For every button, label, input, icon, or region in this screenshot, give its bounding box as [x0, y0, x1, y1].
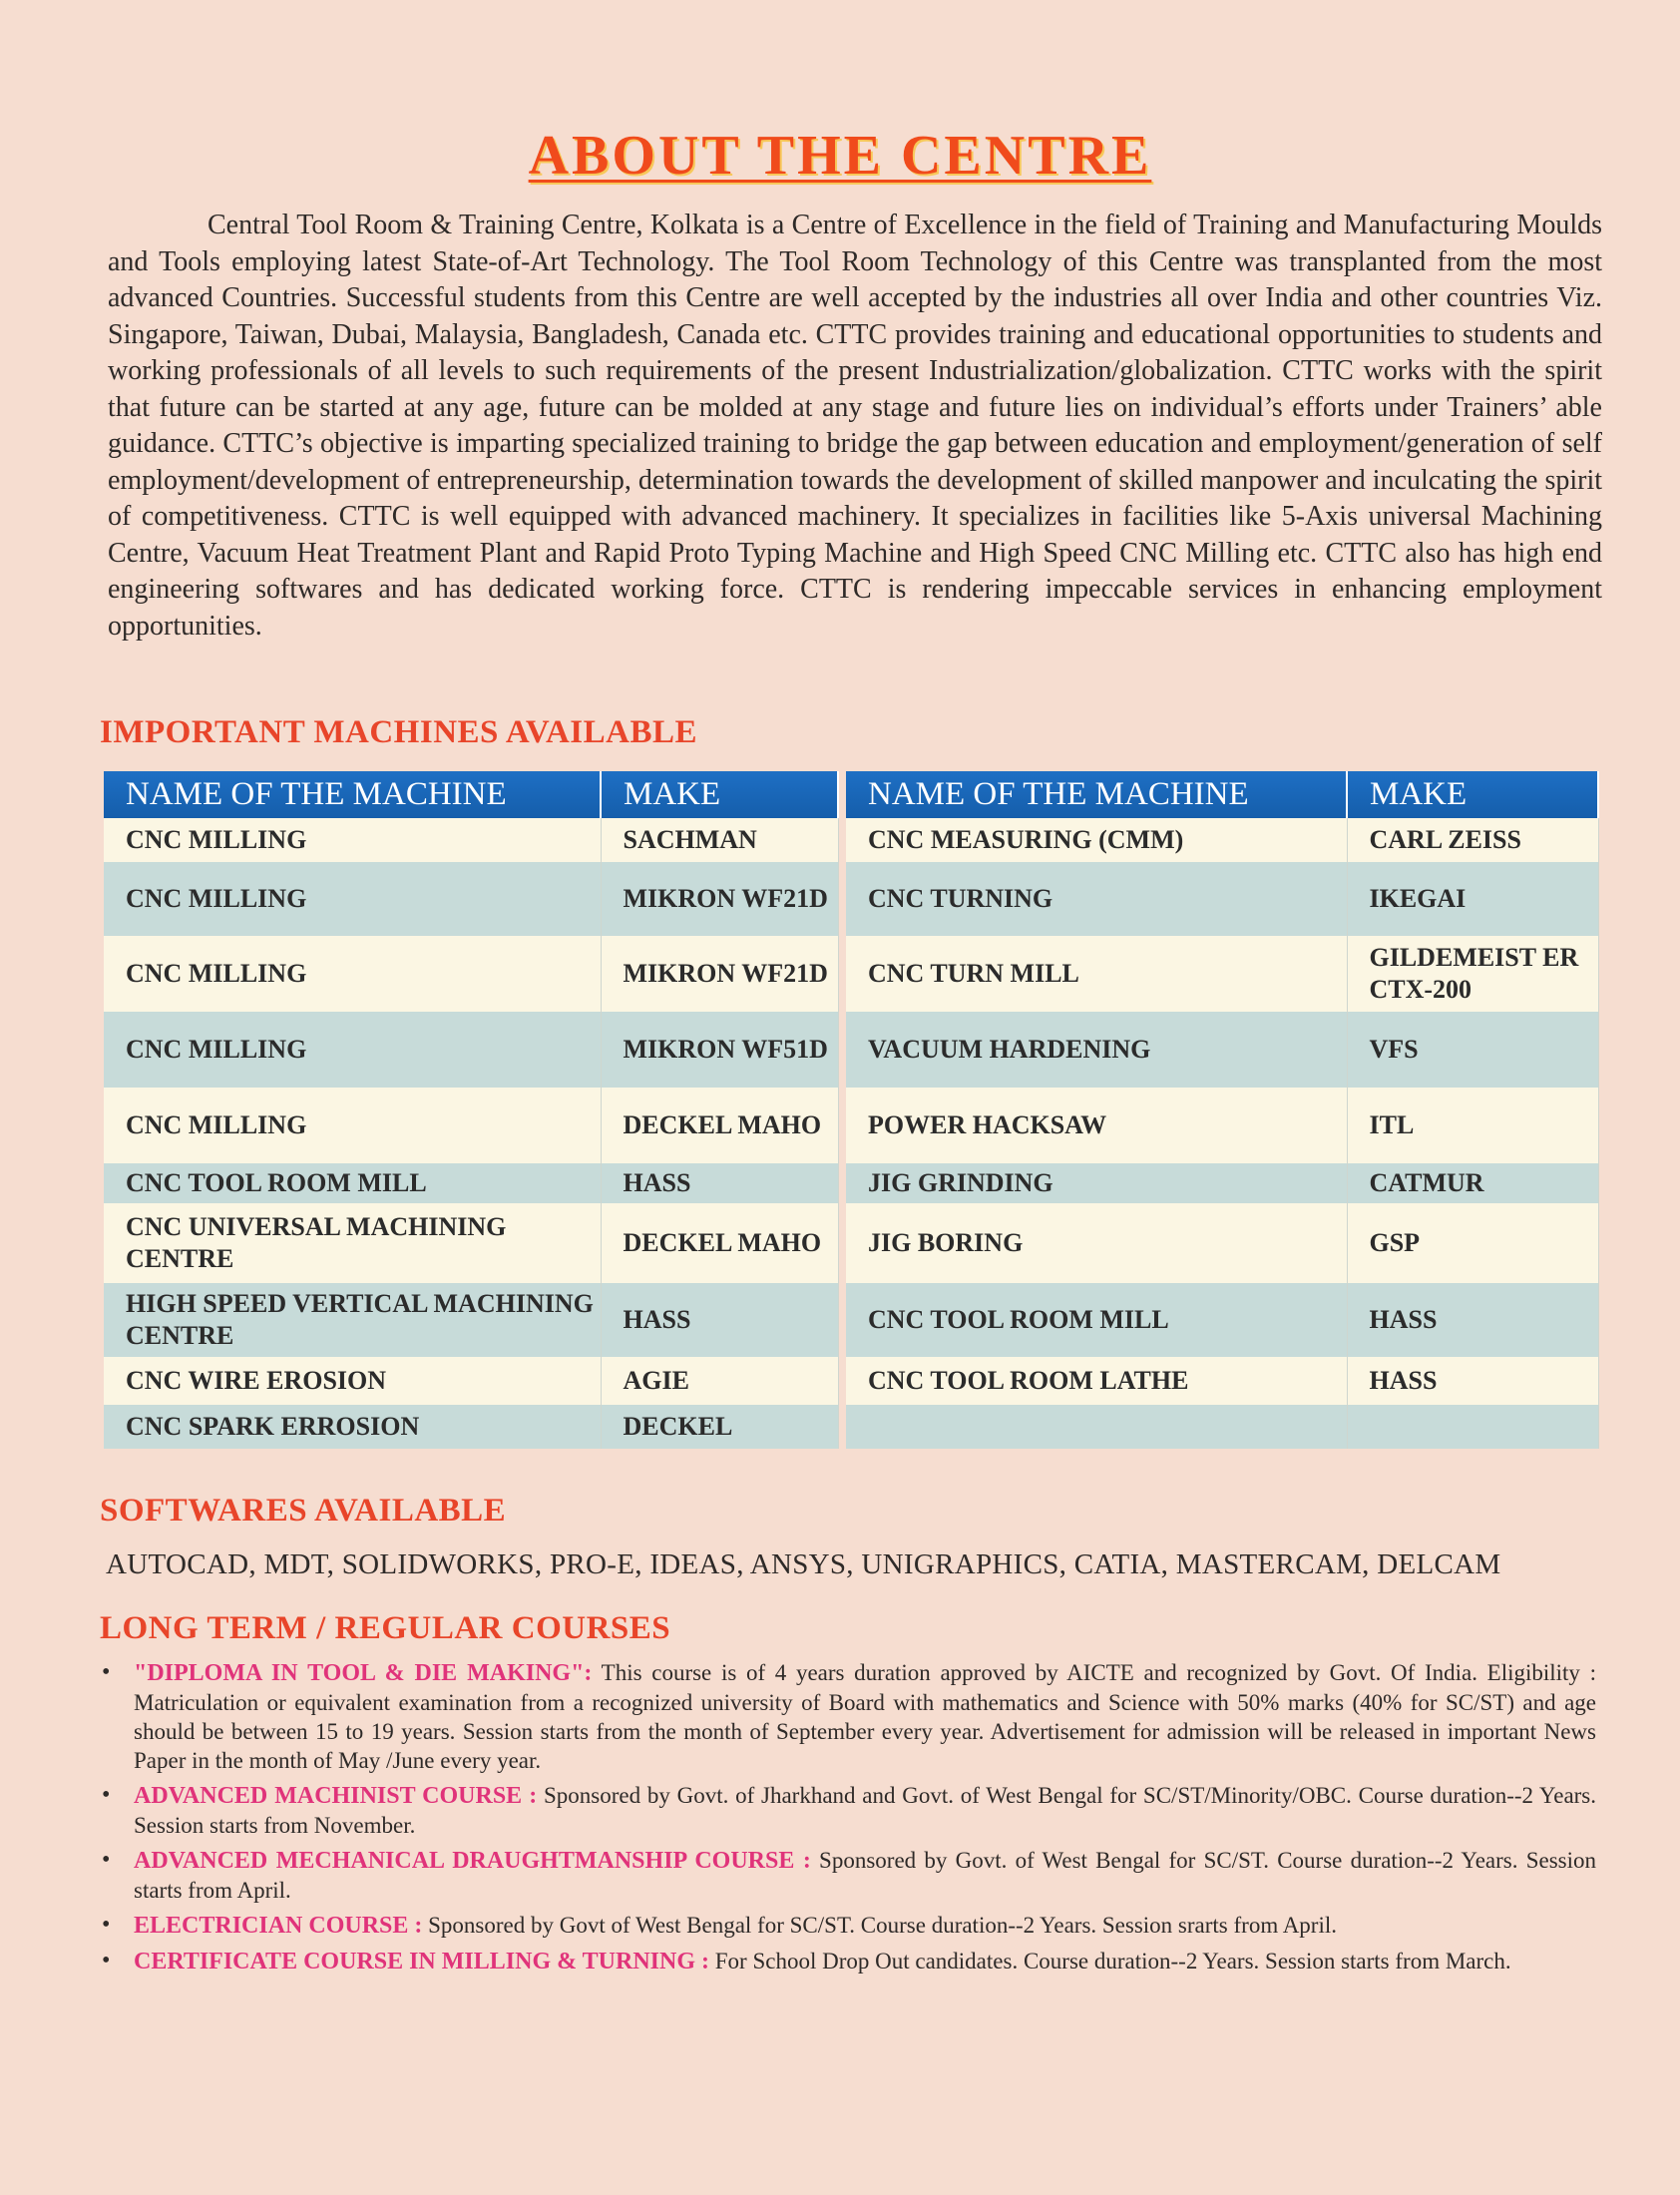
- course-description: For School Drop Out candidates. Course duration--2 Years. Session starts from March.: [709, 1949, 1511, 1974]
- machine-make: DECKEL MAHO: [601, 1088, 838, 1163]
- machine-name: [846, 1405, 1347, 1449]
- table-row: [104, 1405, 1598, 1449]
- machine-make: IKEGAI: [1347, 862, 1598, 936]
- machine-name: CNC TOOL ROOM MILL: [104, 1163, 601, 1203]
- machine-make: HASS: [601, 1163, 838, 1203]
- courses-list: [100, 1658, 1596, 1982]
- course-name: ELECTRICIAN COURSE :: [134, 1913, 423, 1939]
- bullet-icon: •: [102, 1948, 111, 1974]
- bullet-icon: •: [102, 1659, 111, 1685]
- machine-name: CNC MILLING: [104, 818, 601, 862]
- machine-make: MIKRON WF21D: [601, 936, 838, 1012]
- machine-make: DECKEL MAHO: [601, 1203, 838, 1283]
- course-description: This course is of 4 years duration approved by AICTE and recognized by Govt. Of India. Eligibility : Matriculation or equivalent examination from a recognized university of Board with mathematics and Science with 50% marks (40% for SC/ST) and age should be between 15 to 19 years. Session starts from the month of September every year. Advertisement for admission will be released in important News Paper in the month of May /June every year.: [134, 1660, 1596, 1773]
- table-row: [104, 1163, 1598, 1203]
- machines-table: [104, 771, 1599, 1449]
- table-row: [104, 1283, 1598, 1357]
- table-row: [104, 1357, 1598, 1405]
- machine-name: CNC TURNING: [846, 862, 1347, 936]
- courses-heading: LONG TERM / REGULAR COURSES: [100, 1610, 671, 1646]
- machine-name: CNC TOOL ROOM MILL: [846, 1283, 1347, 1357]
- machine-name: CNC MILLING: [104, 936, 601, 1012]
- software-list: AUTOCAD, MDT, SOLIDWORKS, PRO-E, IDEAS, ANSYS, UNIGRAPHICS, CATIA, MASTERCAM, DELCAM: [106, 1548, 1501, 1580]
- course-description: Sponsored by Govt. of Jharkhand and Govt. of West Bengal for SC/ST/Minority/OBC. Course duration--2 Years. Session starts from November.: [134, 1783, 1597, 1838]
- machine-make: HASS: [601, 1283, 838, 1357]
- machine-make: MIKRON WF51D: [601, 1012, 838, 1088]
- machine-make: CATMUR: [1347, 1163, 1598, 1203]
- list-item: [100, 1781, 1596, 1840]
- intro-text: Central Tool Room & Training Centre, Kolkata is a Centre of Excellence in the field of Training and Manufacturing Moulds and Tools employing latest State-of-Art Technology. The Tool Room Technology of this Centre was transplanted from the most advanced Countries. Successful students from this Centre are well accepted by the industries all over India and other countries Viz. Singapore, Taiwan, Dubai, Malaysia, Bangladesh, Canada etc. CTTC provides training and educational opportunities to students and working professionals of all levels to such requirements of the present Industrialization/globalization. CTTC works with the spirit that future can be started at any age, future can be molded at any stage and future lies on individual’s efforts under Trainers’ able guidance. CTTC’s objective is imparting specialized training to bridge the gap between education and employment/generation of self employment/development of entrepreneurship, determination towards the development of skilled manpower and inculcating the spirit of competitiveness. CTTC is well equipped with advanced machinery. It specializes in facilities like 5-Axis universal Machining Centre, Vacuum Heat Treatment Plant and Rapid Proto Typing Machine and High Speed CNC Milling etc. CTTC also has high end engineering softwares and has dedicated working force. CTTC is rendering impeccable services in enhancing employment opportunities.: [108, 210, 1602, 642]
- page-title: ABOUT THE CENTRE: [528, 125, 1152, 187]
- machine-name: JIG BORING: [846, 1203, 1347, 1283]
- machine-name: CNC MILLING: [104, 1012, 601, 1088]
- machine-make: [1347, 1405, 1598, 1449]
- course-name: CERTIFICATE COURSE IN MILLING & TURNING :: [134, 1949, 710, 1975]
- bullet-icon: •: [102, 1782, 111, 1808]
- machine-name: CNC WIRE EROSION: [104, 1357, 601, 1405]
- list-item: [100, 1947, 1596, 1976]
- header-make-2: MAKE: [1347, 771, 1598, 818]
- intro-paragraph: [108, 208, 1602, 645]
- table-row: [104, 1088, 1598, 1163]
- machine-make: GILDEMEIST ER CTX-200: [1347, 936, 1598, 1012]
- software-heading: SOFTWARES AVAILABLE: [100, 1493, 507, 1529]
- list-item: [100, 1658, 1596, 1775]
- machine-make: AGIE: [601, 1357, 838, 1405]
- list-item: [100, 1846, 1596, 1905]
- table-header-row: [104, 771, 1598, 818]
- machine-make: GSP: [1347, 1203, 1598, 1283]
- machine-make: SACHMAN: [601, 818, 838, 862]
- machine-name: CNC TURN MILL: [846, 936, 1347, 1012]
- machine-make: HASS: [1347, 1357, 1598, 1405]
- machine-make: DECKEL: [601, 1405, 838, 1449]
- machines-heading: IMPORTANT MACHINES AVAILABLE: [100, 714, 698, 750]
- table-row: [104, 936, 1598, 1012]
- machine-make: MIKRON WF21D: [601, 862, 838, 936]
- machine-make: HASS: [1347, 1283, 1598, 1357]
- machine-name: POWER HACKSAW: [846, 1088, 1347, 1163]
- machine-make: CARL ZEISS: [1347, 818, 1598, 862]
- course-name: ADVANCED MECHANICAL DRAUGHTMANSHIP COURSE :: [134, 1848, 811, 1874]
- machine-make: ITL: [1347, 1088, 1598, 1163]
- machine-name: VACUUM HARDENING: [846, 1012, 1347, 1088]
- bullet-icon: •: [102, 1912, 111, 1938]
- machine-name: CNC SPARK ERROSION: [104, 1405, 601, 1449]
- header-machine-name-2: NAME OF THE MACHINE: [846, 771, 1347, 818]
- machine-name: CNC MILLING: [104, 862, 601, 936]
- machine-name: CNC MEASURING (CMM): [846, 818, 1347, 862]
- machine-name: HIGH SPEED VERTICAL MACHINING CENTRE: [104, 1283, 601, 1357]
- table-row: [104, 818, 1598, 862]
- machine-name: JIG GRINDING: [846, 1163, 1347, 1203]
- course-name: ADVANCED MACHINIST COURSE :: [134, 1783, 538, 1809]
- machine-name: CNC MILLING: [104, 1088, 601, 1163]
- course-description: Sponsored by Govt of West Bengal for SC/ST. Course duration--2 Years. Session srarts from April.: [422, 1913, 1337, 1938]
- table-row: [104, 1012, 1598, 1088]
- course-description: Sponsored by Govt. of West Bengal for SC/ST. Course duration--2 Years. Session starts from April.: [134, 1848, 1596, 1903]
- bullet-icon: •: [102, 1847, 111, 1873]
- list-item: [100, 1911, 1596, 1941]
- machine-name: CNC UNIVERSAL MACHINING CENTRE: [104, 1203, 601, 1283]
- course-name: "DIPLOMA IN TOOL & DIE MAKING":: [134, 1660, 593, 1686]
- table-row: [104, 862, 1598, 936]
- header-machine-name-1: NAME OF THE MACHINE: [104, 771, 601, 818]
- machine-name: CNC TOOL ROOM LATHE: [846, 1357, 1347, 1405]
- header-make-1: MAKE: [601, 771, 838, 818]
- table-row: [104, 1203, 1598, 1283]
- machine-make: VFS: [1347, 1012, 1598, 1088]
